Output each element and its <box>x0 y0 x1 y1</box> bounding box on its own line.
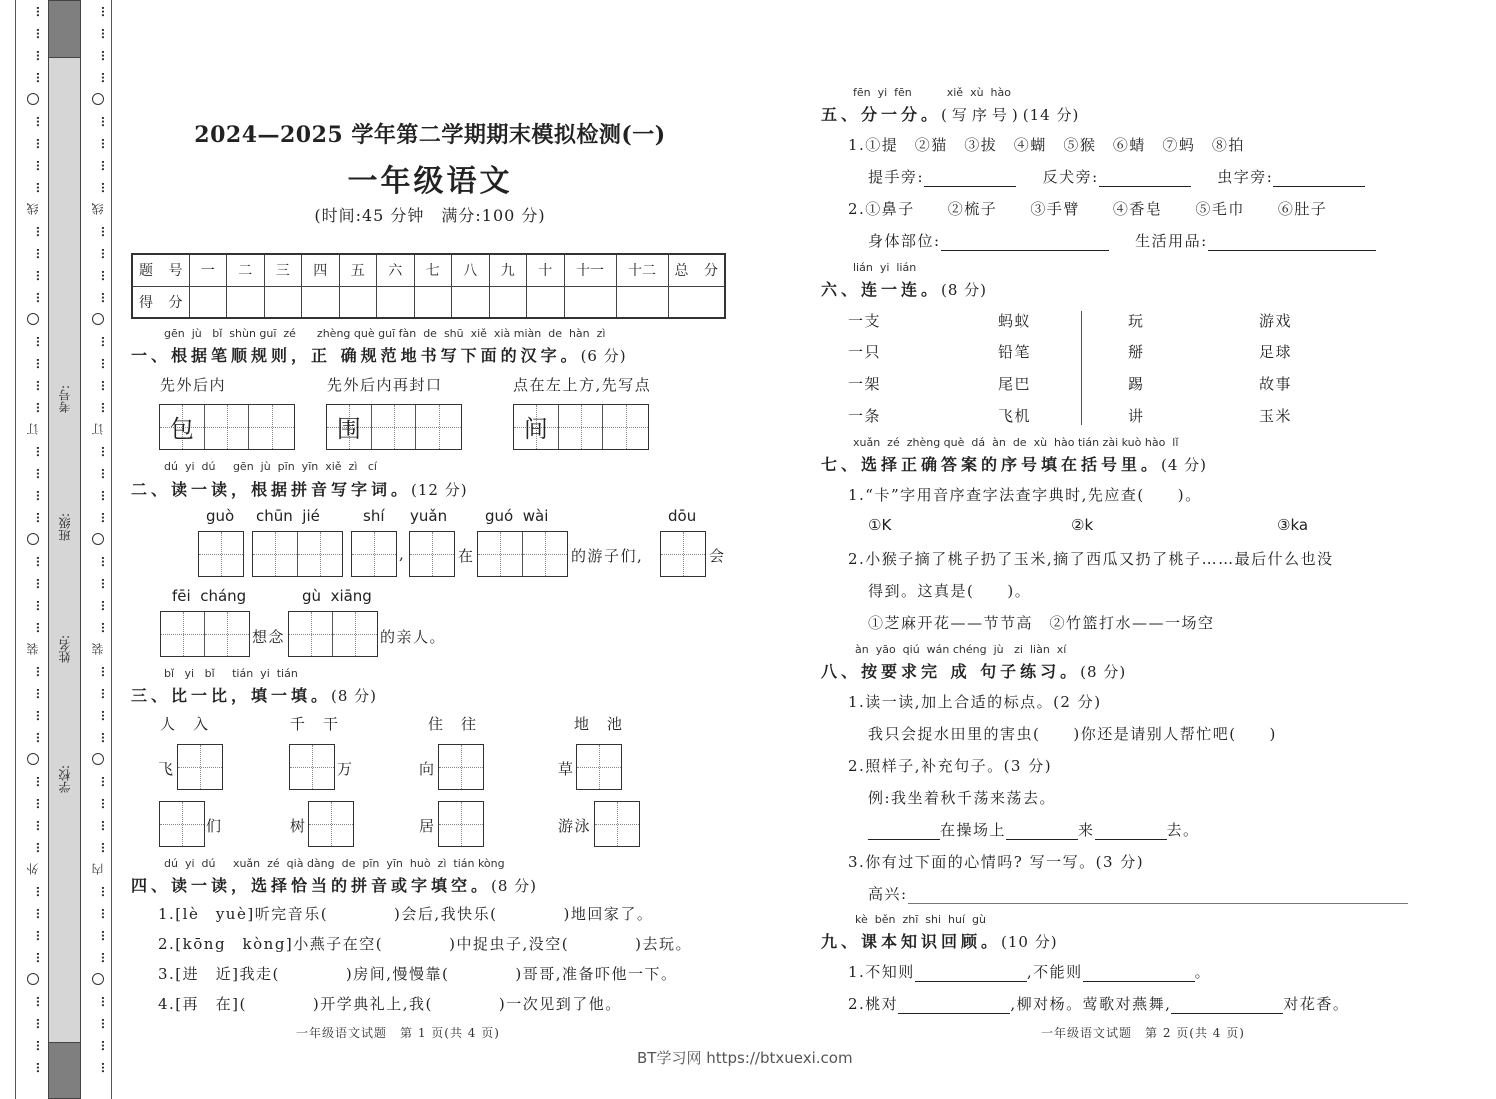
circle-mark <box>92 533 104 545</box>
s8-q2-fill: 在操场上 来 去。 <box>868 819 1200 840</box>
mark-zhuang: 装 <box>91 643 105 655</box>
text-cao: 草 <box>558 760 575 778</box>
page-footer-2: 一年级语文试题 第 2 页(共 4 页) <box>1041 1026 1245 1040</box>
col-5: 五 <box>339 254 377 286</box>
text-men: 们 <box>206 817 223 835</box>
score-cell[interactable] <box>452 286 490 318</box>
mark-ding: 订 <box>26 423 40 435</box>
score-cell[interactable] <box>564 286 616 318</box>
score-cell[interactable] <box>227 286 265 318</box>
s7-q2-line1: 2.小猴子摘了桃子扔了玉米,摘了西瓜又扔了桃子……最后什么也没 <box>848 550 1334 568</box>
s3-heading: 三、比一比，填一填。(8 分) <box>131 686 378 705</box>
circle-mark <box>27 93 39 105</box>
model-char: 间 <box>523 414 548 443</box>
s7-pinyin: xuǎn zé zhèng què dá àn de xù hào tián zài kuò hào lǐ <box>853 436 1179 449</box>
writing-grid-wei[interactable] <box>326 404 462 450</box>
s8-q1-sentence[interactable]: 我只会捉水田里的害虫( )你还是请别人帮忙吧( ) <box>868 725 1277 743</box>
pair-qian-gan: 千 干 <box>290 715 340 733</box>
watermark: BT学习网 https://btxuexi.com <box>637 1049 853 1067</box>
text-xiang: 向 <box>419 760 436 778</box>
circle-mark <box>27 313 39 325</box>
answer-grid[interactable] <box>409 531 455 577</box>
answer-grid[interactable] <box>477 531 568 577</box>
field-exam-number[interactable]: 考号: <box>58 385 72 414</box>
s1-rule-3: 点在左上方,先写点 <box>513 376 652 394</box>
answer-grid[interactable] <box>594 801 640 847</box>
score-cell[interactable] <box>414 286 452 318</box>
circle-mark <box>92 973 104 985</box>
answer-grid[interactable] <box>159 801 205 847</box>
pinyin-guxiang: gù xiāng <box>302 587 372 605</box>
match-left-item[interactable]: 一架 <box>848 375 882 393</box>
score-cell[interactable] <box>189 286 227 318</box>
answer-grid[interactable] <box>438 801 484 847</box>
answer-grid[interactable] <box>198 531 244 577</box>
s7-heading: 七、选择正确答案的序号填在括号里。(4 分) <box>821 455 1208 474</box>
s7-q1-option-3: ③ka <box>1277 516 1309 534</box>
col-4: 四 <box>302 254 340 286</box>
s9-q2: 2.桃对 ,柳对杨。莺歌对燕舞, 对花香。 <box>848 995 1350 1013</box>
row-label: 题 号 <box>132 254 189 286</box>
blank-body-parts[interactable] <box>941 233 1109 251</box>
circle-mark <box>92 93 104 105</box>
circle-mark <box>27 753 39 765</box>
match-verb-item[interactable]: 掰 <box>1128 343 1145 361</box>
answer-grid[interactable] <box>351 531 397 577</box>
blank-shoupang[interactable] <box>924 169 1016 187</box>
blank-daily-items[interactable] <box>1208 233 1376 251</box>
s5-heading: 五、分一分。(写序号)(14 分) <box>821 105 1080 124</box>
score-cell[interactable] <box>302 286 340 318</box>
s7-q1[interactable]: 1.“卡”字用音序查字法查字典时,先应查( )。 <box>848 486 1202 504</box>
s8-q3-fill: 高兴: <box>868 883 1408 904</box>
col-12: 十二 <box>616 254 668 286</box>
s7-q2-line2[interactable]: 得到。这真是( )。 <box>868 582 1032 600</box>
blank-verb-2[interactable] <box>1095 822 1167 840</box>
model-char: 围 <box>336 414 361 443</box>
exam-title: 2024—2025 学年第二学期期末模拟检测(一) <box>194 122 666 148</box>
pair-ren-ru: 人 入 <box>160 715 210 733</box>
match-verb-item[interactable]: 讲 <box>1128 407 1145 425</box>
match-noun-item[interactable]: 足球 <box>1259 343 1293 361</box>
s8-q3: 3.你有过下面的心情吗? 写一写。(3 分) <box>848 853 1145 871</box>
answer-grid[interactable] <box>289 744 335 790</box>
s2-pinyin: dú yi dú gēn jù pīn yīn xiě zì cí <box>164 460 377 473</box>
blank-happy[interactable] <box>908 886 1408 904</box>
score-table-score-row <box>132 286 725 318</box>
score-cell[interactable] <box>489 286 527 318</box>
text-qinren: 的亲人。 <box>380 628 447 646</box>
pinyin-guo: guò <box>206 507 235 525</box>
writing-grid-bao[interactable] <box>159 404 295 450</box>
field-name[interactable]: 姓名: <box>58 635 72 664</box>
s7-q1-option-2: ②k <box>1071 516 1094 534</box>
page-footer-1: 一年级语文试题 第 1 页(共 4 页) <box>296 1026 500 1040</box>
match-verb-item[interactable]: 玩 <box>1128 312 1145 330</box>
pair-zhu-wang: 住 往 <box>428 715 478 733</box>
col-1: 一 <box>189 254 227 286</box>
score-table <box>131 253 726 319</box>
match-right-item[interactable]: 飞机 <box>998 407 1032 425</box>
answer-grid[interactable] <box>576 744 622 790</box>
inner-cut-line: ⋯ ⋯ ⋯ ⋯ ⋯ ⋯ ⋯ ⋯ 线 ⋯ ⋯ ⋯ ⋯ ⋯ ⋯ ⋯ ⋯ 订 ⋯ ⋯ ⋯ ⋯ ⋯ ⋯ ⋯ ⋯ 装 ⋯ ⋯ ⋯ ⋯ ⋯ ⋯ ⋯ ⋯ 内 ⋯ ⋯ ⋯ ⋯ ⋯ ⋯ ⋯ ⋯ <box>91 5 109 1073</box>
circle-mark <box>27 973 39 985</box>
text-ju: 居 <box>419 817 436 835</box>
s1-rule-2: 先外后内再封口 <box>327 376 443 394</box>
col-6: 六 <box>377 254 415 286</box>
writing-grid-jian[interactable] <box>513 404 649 450</box>
s8-q1: 1.读一读,加上合适的标点。(2 分) <box>848 693 1102 711</box>
pinyin-yuan: yuǎn <box>410 507 448 525</box>
answer-grid[interactable] <box>288 611 378 657</box>
score-table-header-row <box>132 254 725 286</box>
s5-q2: 2.①鼻子 ②梳子 ③手臂 ④香皂 ⑤毛巾 ⑥肚子 <box>848 200 1328 218</box>
s2-heading: 二、读一读，根据拼音写字词。(12 分) <box>131 480 468 499</box>
s6-heading: 六、连一连。(8 分) <box>821 280 988 299</box>
blank-taodui[interactable] <box>898 996 1010 1014</box>
s5-pinyin: fēn yi fēn xiě xù hào <box>853 86 1011 99</box>
match-noun-item[interactable]: 游戏 <box>1259 312 1293 330</box>
mark-xian: 线 <box>26 203 40 215</box>
col-8: 八 <box>452 254 490 286</box>
col-11: 十一 <box>564 254 616 286</box>
blank-buneng[interactable] <box>1083 964 1195 982</box>
match-left-item[interactable]: 一只 <box>848 343 882 361</box>
col-9: 九 <box>489 254 527 286</box>
field-class[interactable]: 班级: <box>58 513 72 542</box>
exam-info: (时间:45 分钟 满分:100 分) <box>314 206 546 225</box>
mark-xian: 线 <box>91 203 105 215</box>
circle-mark <box>92 753 104 765</box>
text-youyong: 游泳 <box>558 817 592 835</box>
s9-heading: 九、课本知识回顾。(10 分) <box>821 932 1058 951</box>
s1-rule-1: 先外后内 <box>160 376 227 394</box>
answer-grid[interactable] <box>438 744 484 790</box>
mark-ding: 订 <box>91 423 105 435</box>
col-2: 二 <box>227 254 265 286</box>
outer-cut-line: ⋯ ⋯ ⋯ ⋯ ⋯ ⋯ ⋯ ⋯ 线 ⋯ ⋯ ⋯ ⋯ ⋯ ⋯ ⋯ ⋯ 订 ⋯ ⋯ ⋯ ⋯ ⋯ ⋯ ⋯ ⋯ 装 ⋯ ⋯ ⋯ ⋯ ⋯ ⋯ ⋯ ⋯ 外 ⋯ ⋯ ⋯ ⋯ ⋯ ⋯ ⋯ ⋯ <box>26 5 44 1073</box>
blank-verb-1[interactable] <box>1006 822 1078 840</box>
mark-nei: 内 <box>91 863 105 875</box>
s5-q1: 1.①提 ②猫 ③拔 ④蝴 ⑤猴 ⑥蜻 ⑦蚂 ⑧拍 <box>848 136 1245 154</box>
pinyin-feichang: fēi cháng <box>172 587 247 605</box>
s4-pinyin: dú yi dú xuǎn zé qià dàng de pīn yīn huò zì tián kòng <box>164 857 505 870</box>
text-youzi: 的游子们, <box>571 547 644 565</box>
s6-pinyin: lián yi lián <box>853 261 917 274</box>
match-verb-item[interactable]: 踢 <box>1128 375 1145 393</box>
text-zai: 在 <box>458 547 475 565</box>
total-label: 总 分 <box>668 254 725 286</box>
row-label: 得 分 <box>132 286 189 318</box>
match-left-item[interactable]: 一支 <box>848 312 882 330</box>
pinyin-shi: shí <box>363 507 385 525</box>
blank-who[interactable] <box>868 822 940 840</box>
mark-zhuang: 装 <box>26 643 40 655</box>
answer-grid[interactable] <box>177 744 223 790</box>
s4-item-3[interactable]: 3.[进 近]我走( )房间,慢慢靠( )哥哥,准备吓他一下。 <box>158 965 678 983</box>
student-info-band <box>48 0 81 1099</box>
s9-pinyin: kè běn zhī shi huí gù <box>855 913 986 926</box>
s4-item-2[interactable]: 2.[kōng kòng]小燕子在空( )中捉虫子,没空( )去玩。 <box>158 935 692 953</box>
s4-item-1[interactable]: 1.[lè yuè]听完音乐( )会后,我快乐( )地回家了。 <box>158 905 654 923</box>
s9-q1: 1.不知则 ,不能则 。 <box>848 963 1212 981</box>
s8-pinyin: àn yāo qiú wán chéng jù zi liàn xí <box>855 643 1067 656</box>
blank-huaxiang[interactable] <box>1171 996 1283 1014</box>
circle-mark <box>27 533 39 545</box>
match-divider <box>1081 311 1082 425</box>
text-shu: 树 <box>290 817 307 835</box>
s8-q2-example: 例:我坐着秋千荡来荡去。 <box>868 789 1057 807</box>
score-cell-total[interactable] <box>668 286 725 318</box>
match-noun-item[interactable]: 玉米 <box>1259 407 1293 425</box>
col-3: 三 <box>264 254 302 286</box>
punct: , <box>399 545 406 563</box>
match-right-item[interactable]: 尾巴 <box>998 375 1032 393</box>
s3-pinyin: bǐ yi bǐ tián yi tián <box>164 667 298 680</box>
col-10: 十 <box>527 254 565 286</box>
s5-q1-answers: 提手旁: 反犬旁: 虫字旁: <box>868 166 1365 187</box>
pinyin-chunjie: chūn jié <box>256 507 320 525</box>
exam-subject: 一年级语文 <box>347 164 513 199</box>
score-cell[interactable] <box>616 286 668 318</box>
gutter-dark-bottom <box>48 1042 81 1099</box>
text-wan: 万 <box>337 760 354 778</box>
text-fei: 飞 <box>158 760 175 778</box>
match-noun-item[interactable]: 故事 <box>1259 375 1293 393</box>
score-cell[interactable] <box>527 286 565 318</box>
answer-grid[interactable] <box>252 531 343 577</box>
score-cell[interactable] <box>339 286 377 318</box>
text-xiangnian: 想念 <box>252 628 286 646</box>
gutter-dark-top <box>48 0 81 58</box>
score-cell[interactable] <box>377 286 415 318</box>
match-left-item[interactable]: 一条 <box>848 407 882 425</box>
field-school[interactable]: 学校: <box>58 765 72 794</box>
mark-wai: 外 <box>26 863 40 875</box>
pair-di-chi: 地 池 <box>574 715 624 733</box>
answer-grid[interactable] <box>160 611 250 657</box>
match-right-item[interactable]: 铅笔 <box>998 343 1032 361</box>
s1-heading: 一、根据笔顺规则，正 确规范地书写下面的汉字。(6 分) <box>131 346 627 365</box>
text-hui: 会 <box>709 547 726 565</box>
blank-quanpang[interactable] <box>1099 169 1191 187</box>
s8-q2: 2.照样子,补充句子。(3 分) <box>848 757 1053 775</box>
col-7: 七 <box>414 254 452 286</box>
s4-item-4[interactable]: 4.[再 在]( )开学典礼上,我( )一次见到了他。 <box>158 995 622 1013</box>
match-right-item[interactable]: 蚂蚁 <box>998 312 1032 330</box>
blank-buzhi[interactable] <box>915 964 1027 982</box>
s8-heading: 八、按要求完 成 句子练习。(8 分) <box>821 662 1127 681</box>
pinyin-guowai: guó wài <box>485 507 549 525</box>
s7-q2-options: ①芝麻开花——节节高 ②竹篮打水——一场空 <box>868 614 1215 632</box>
circle-mark <box>92 313 104 325</box>
model-char: 包 <box>169 414 194 443</box>
blank-chongpang[interactable] <box>1273 169 1365 187</box>
gutter-border-left <box>15 0 16 1099</box>
pinyin-dou: dōu <box>668 507 697 525</box>
s1-pinyin: gēn jù bǐ shùn guī zé zhèng què guī fàn de shū xiě xià miàn de hàn zì <box>164 327 606 340</box>
s5-q2-answers: 身体部位: 生活用品: <box>868 230 1376 251</box>
s7-q1-option-1: ①K <box>868 516 892 534</box>
score-cell[interactable] <box>264 286 302 318</box>
answer-grid[interactable] <box>308 801 354 847</box>
s4-heading: 四、读一读，选择恰当的拼音或字填空。(8 分) <box>131 876 538 895</box>
answer-grid[interactable] <box>660 531 706 577</box>
